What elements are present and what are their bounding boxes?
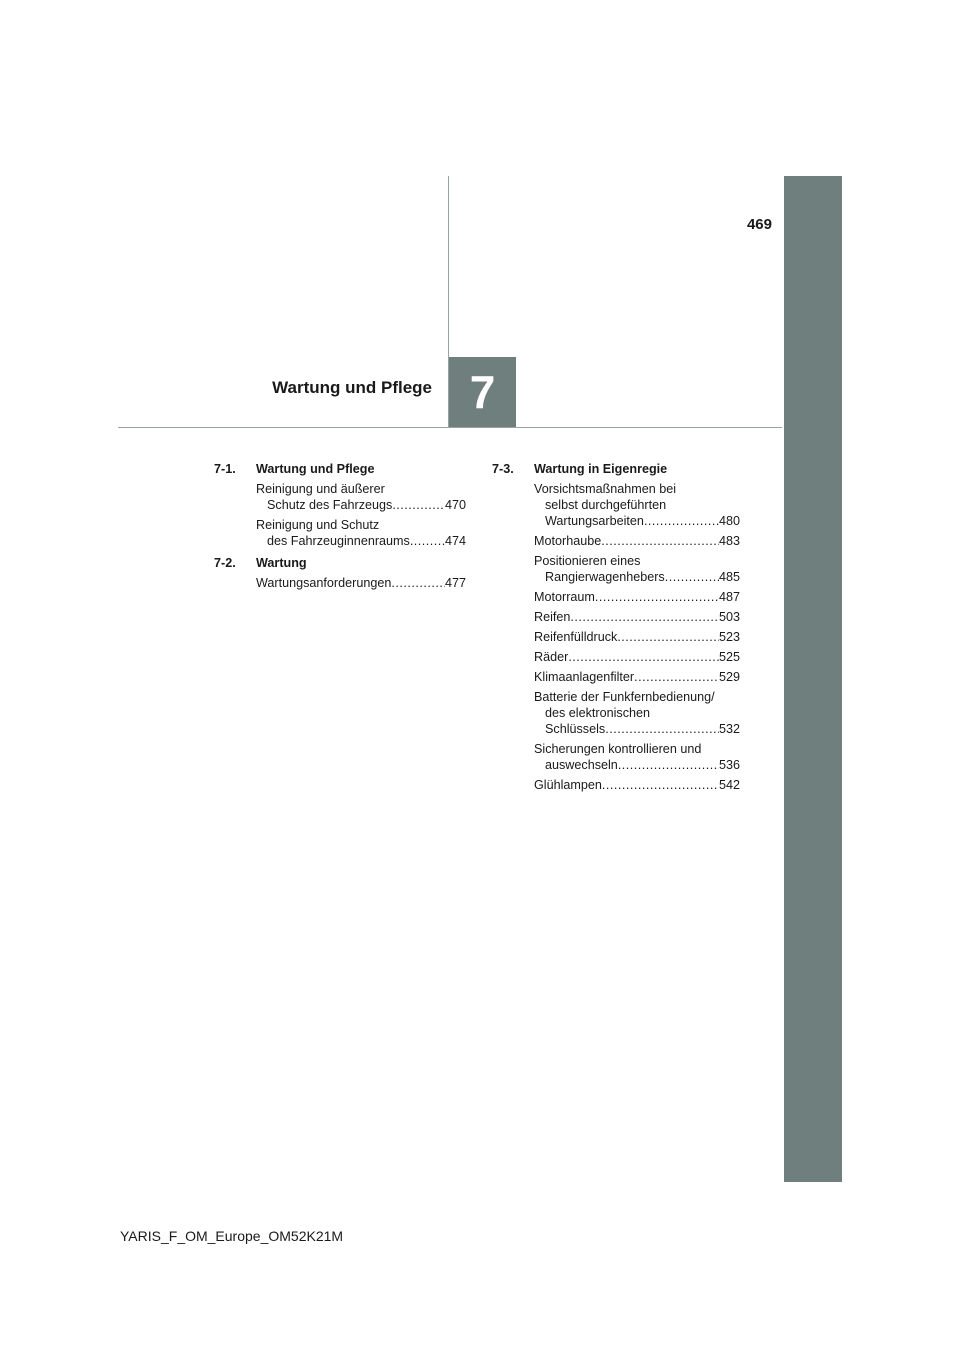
entry-line: selbst durchgeführten: [545, 498, 667, 512]
entry-page: 477: [444, 576, 466, 590]
section-number: 7-1.: [214, 462, 236, 476]
entry-title: auswechseln: [545, 758, 618, 772]
dot-leader: [595, 589, 719, 605]
dot-leader: [570, 609, 719, 625]
entry-title: Glühlampen: [534, 778, 602, 792]
dot-leader: [617, 629, 719, 645]
entry-page: 523: [718, 630, 740, 644]
entry-line: Sicherungen kontrollieren und: [534, 742, 702, 756]
entry-page: 532: [718, 722, 740, 736]
toc-entry[interactable]: [534, 669, 740, 685]
section-title: Wartung und Pflege: [256, 462, 375, 476]
entry-line: Positionieren eines: [534, 554, 641, 568]
entry-title: Motorhaube: [534, 534, 602, 548]
dot-leader: [568, 649, 719, 665]
chapter-side-tab: [784, 176, 842, 1182]
entry-line: Vorsichtsmaßnahmen bei: [534, 482, 677, 496]
entry-title: Klimaanlagenfilter: [534, 670, 635, 684]
entry-title: Rangierwagenhebers: [545, 570, 665, 584]
toc-entry[interactable]: [256, 575, 466, 591]
entry-title: Schutz des Fahrzeugs: [267, 498, 393, 512]
section-number: 7-3.: [492, 462, 514, 476]
document-id-footer: YARIS_F_OM_Europe_OM52K21M: [120, 1228, 344, 1244]
section-title: Wartung: [256, 556, 307, 570]
toc-entry[interactable]: [534, 777, 740, 793]
entry-title: Wartungsanforderungen: [256, 576, 392, 590]
entry-page: 470: [444, 498, 466, 512]
entry-line: Reinigung und Schutz: [256, 518, 380, 532]
entry-line: Batterie der Funkfernbedienung/: [534, 690, 715, 704]
entry-page: 487: [718, 590, 740, 604]
entry-page: 525: [718, 650, 740, 664]
entry-page: 474: [444, 534, 466, 548]
section-number: 7-2.: [214, 556, 236, 570]
toc-section-7-1[interactable]: [214, 461, 466, 477]
dot-leader: [605, 721, 719, 737]
toc-section-7-2[interactable]: [214, 555, 466, 571]
dot-leader: [644, 513, 719, 529]
dot-leader: [618, 757, 719, 773]
chapter-title: Wartung und Pflege: [272, 378, 432, 397]
entry-title: Wartungsarbeiten: [545, 514, 644, 528]
dot-leader: [665, 569, 719, 585]
toc-entry[interactable]: [534, 649, 740, 665]
dot-leader: [410, 533, 445, 549]
entry-page: 536: [718, 758, 740, 772]
toc-entry[interactable]: [534, 741, 740, 773]
toc-entry[interactable]: [256, 481, 466, 513]
page-number: 469: [746, 216, 772, 233]
toc-entry[interactable]: [534, 533, 740, 549]
entry-title: Reifen: [534, 610, 571, 624]
horizontal-divider: [118, 427, 782, 428]
entry-page: 529: [718, 670, 740, 684]
chapter-number-box: 7: [449, 357, 516, 427]
entry-title: des Fahrzeuginnenraums: [267, 534, 410, 548]
toc-entry[interactable]: [534, 481, 740, 529]
dot-leader: [391, 575, 445, 591]
toc-entry[interactable]: [534, 689, 740, 737]
toc-entry[interactable]: [256, 517, 466, 549]
toc-left-column: [214, 461, 466, 595]
entry-line: Reinigung und äußerer: [256, 482, 385, 496]
toc-entry[interactable]: [534, 629, 740, 645]
entry-title: Motorraum: [534, 590, 595, 604]
toc-section-7-3[interactable]: [492, 461, 740, 477]
entry-page: 483: [718, 534, 740, 548]
dot-leader: [601, 533, 719, 549]
toc-right-column: [492, 461, 740, 797]
dot-leader: [602, 777, 719, 793]
entry-title: Reifenfülldruck: [534, 630, 618, 644]
section-title: Wartung in Eigenregie: [534, 462, 668, 476]
toc-entry[interactable]: [534, 589, 740, 605]
dot-leader: [634, 669, 719, 685]
entry-page: 503: [718, 610, 740, 624]
entry-page: 485: [718, 570, 740, 584]
dot-leader: [392, 497, 445, 513]
entry-title: Räder: [534, 650, 569, 664]
entry-page: 542: [718, 778, 740, 792]
toc-entry[interactable]: [534, 609, 740, 625]
entry-line: des elektronischen: [545, 706, 651, 720]
toc-entry[interactable]: [534, 553, 740, 585]
entry-page: 480: [718, 514, 740, 528]
entry-title: Schlüssels: [545, 722, 606, 736]
